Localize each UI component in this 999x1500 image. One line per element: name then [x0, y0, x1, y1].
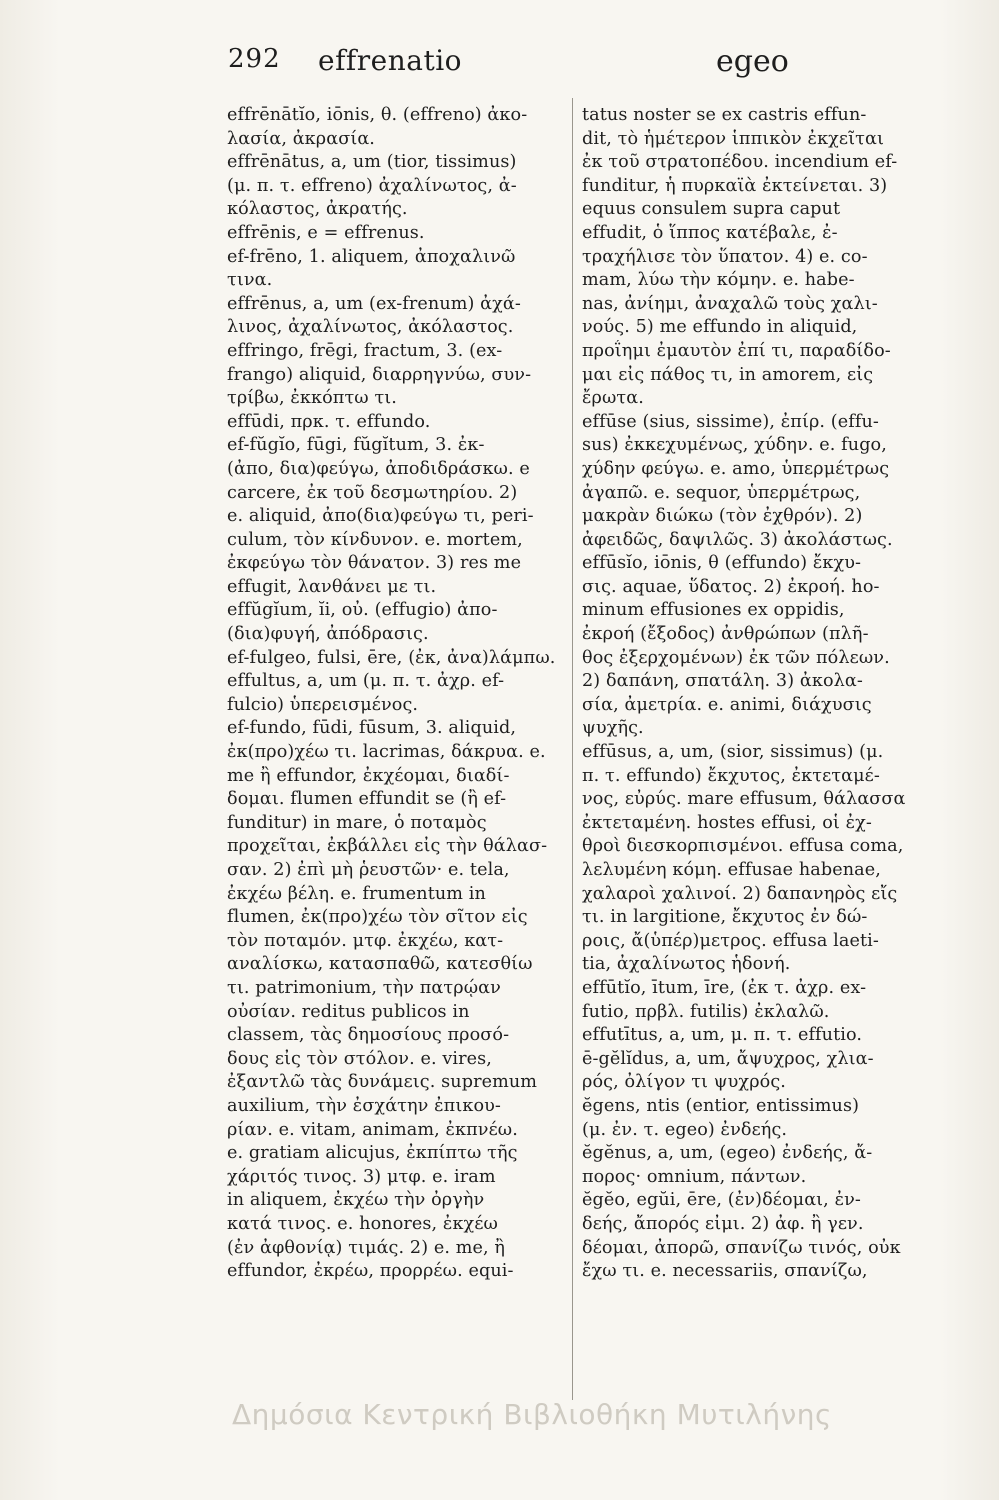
text-line: αναλίσκω, κατασπαθῶ, κατεσθίω — [227, 954, 533, 975]
text-line: ef-frēno, 1. aliquem, ἀποχαλινῶ — [227, 246, 516, 267]
text-line: ἔχω τι. e. necessariis, σπανίζω, — [582, 1261, 868, 1282]
text-line: effutītus, a, um, μ. π. τ. effutio. — [582, 1025, 863, 1046]
text-line: νος, εὐρύς. mare effusum, θάλασσα — [582, 789, 906, 810]
text-line: me ἢ effundor, ἐκχέομαι, διαδί- — [227, 765, 510, 786]
text-line: (ἐν ἀφθονίᾳ) τιμάς. 2) e. me, ἢ — [227, 1237, 506, 1258]
text-line: ψυχῆς. — [582, 718, 644, 739]
text-line: ρός, ὀλίγον τι ψυχρός. — [582, 1072, 786, 1093]
text-line: ἐκροή (ἔξοδος) ἀνθρώπων (πλῆ- — [582, 624, 869, 645]
text-line: χαλαροὶ χαλινοί. 2) δαπανηρὸς εἴς — [582, 883, 898, 904]
text-line: κόλαστος, ἀκρατής. — [227, 199, 408, 220]
text-line: effrēnātĭo, iōnis, θ. (effreno) ἀκο- — [227, 105, 528, 125]
text-line: δομαι. flumen effundit se (ἢ ef- — [227, 789, 507, 810]
text-line: ĕgens, ntis (entior, entissimus) — [582, 1095, 860, 1116]
text-line: ἔρωτα. — [582, 388, 644, 409]
text-line: carcere, ἐκ τοῦ δεσμωτηρίου. 2) — [227, 482, 518, 503]
text-line: ροις, ἄ(ὑπέρ)μετρος. effusa laeti- — [582, 930, 879, 951]
text-line: τι. patrimonium, τὴν πατρῴαν — [227, 977, 501, 998]
text-line: minum effusiones ex oppidis, — [582, 600, 845, 621]
running-headword-right: egeo — [716, 44, 789, 79]
text-line: (ἀπο, δια)φεύγω, ἀποδιδράσκω. e — [227, 458, 530, 479]
text-line: effŭgĭum, ĭi, οὐ. (effugio) ἀπο- — [227, 600, 498, 621]
text-line: ἐκ τοῦ στρατοπέδου. incendium ef- — [582, 152, 898, 173]
text-line: δεής, ἄπορός εἰμι. 2) ἀφ. ἢ γεν. — [582, 1213, 864, 1234]
running-headword-left: effrenatio — [318, 44, 463, 77]
text-line: effringo, frēgi, fractum, 3. (ex- — [227, 340, 503, 361]
text-line: (δια)φυγή, ἀπόδρασις. — [227, 624, 429, 645]
text-line: σις. aquae, ὕδατος. 2) ἐκροή. ho- — [582, 576, 880, 597]
text-line: flumen, ἐκ(προ)χέω τὸν σῖτον εἰς — [227, 907, 528, 928]
text-line: ρίαν. e. vitam, animam, ἐκπνέω. — [227, 1119, 518, 1140]
text-line: tatus noster se ex castris effun- — [582, 105, 867, 125]
text-line: λινος, ἀχαλίνωτος, ἀκόλαστος. — [227, 317, 514, 338]
text-line: τραχήλισε τὸν ὕπατον. 4) e. co- — [582, 246, 868, 267]
text-line: χάριτός τινος. 3) μτφ. e. iram — [227, 1166, 496, 1187]
text-line: tia, ἀχαλίνωτος ἡδονή. — [582, 954, 791, 975]
text-line: equus consulem supra caput — [582, 199, 841, 220]
text-line: τι. in largitione, ἔκχυτος ἐν δώ- — [582, 907, 868, 928]
text-line: ἀγαπῶ. e. sequor, ὑπερμέτρως, — [582, 482, 861, 503]
page-number: 292 — [228, 44, 281, 74]
text-line: οὐσίαν. reditus publicos in — [227, 1001, 470, 1022]
text-line: effrēnus, a, um (ex-frenum) ἀχά- — [227, 293, 521, 314]
text-line: dit, τὸ ἡμέτερον ἱππικὸν ἐκχεῖται — [582, 128, 884, 149]
text-line: μακρὰν διώκω (τὸν ἐχθρόν). 2) — [582, 506, 863, 527]
text-line: κατά τινος. e. honores, ἐκχέω — [227, 1213, 498, 1234]
text-line: effūsĭo, iōnis, θ (effundo) ἔκχυ- — [582, 553, 862, 574]
text-line: ἐξαντλῶ τὰς δυνάμεις. supremum — [227, 1072, 538, 1093]
text-line: effrēnis, e = effrenus. — [227, 222, 425, 243]
text-line: θροὶ διεσκορπισμένοι. effusa coma, — [582, 836, 904, 857]
text-line: σία, ἀμετρία. e. animi, διάχυσις — [582, 694, 872, 715]
text-line: προΐημι ἐμαυτὸν ἐπί τι, παραδίδο- — [582, 340, 891, 361]
text-line: τινα. — [227, 270, 273, 291]
text-line: mam, λύω τὴν κόμην. e. habe- — [582, 270, 855, 291]
text-line: μαι εἰς πάθος τι, in amorem, εἰς — [582, 364, 874, 385]
text-line: λελυμένη κόμη. effusae habenae, — [582, 860, 881, 880]
text-line: ef-fŭgĭo, fūgi, fŭgĭtum, 3. ἐκ- — [227, 435, 485, 456]
text-line: in aliquem, ἐκχέω τὴν ὀργὴν — [227, 1190, 485, 1211]
text-line: προχεῖται, ἐκβάλλει εἰς τὴν θάλασ- — [227, 836, 548, 857]
text-line: 2) δαπάνη, σπατάλη. 3) ἀκολα- — [582, 671, 863, 692]
text-line: fulcio) ὑπερεισμένος. — [227, 694, 419, 715]
text-line: (μ. π. τ. effreno) ἀχαλίνωτος, ἀ- — [227, 175, 517, 196]
text-line: auxilium, τὴν ἐσχάτην ἐπικου- — [227, 1095, 501, 1116]
left-column — [227, 104, 567, 1284]
text-line: νούς. 5) me effundo in aliquid, — [582, 317, 858, 338]
text-line: frango) aliquid, διαρρηγνύω, συν- — [227, 364, 532, 385]
text-line: πορος· omnium, πάντων. — [582, 1166, 807, 1187]
text-line: culum, τὸν κίνδυνον. e. mortem, — [227, 529, 523, 550]
text-line: funditur, ἡ πυρκαϊὰ ἐκτείνεται. 3) — [582, 175, 888, 196]
text-line: classem, τὰς δημοσίους προσό- — [227, 1025, 510, 1046]
text-line: effudit, ὁ ἵππος κατέβαλε, ἐ- — [582, 222, 838, 243]
text-line: λασία, ἀκρασία. — [227, 128, 375, 149]
text-line: ἐκφεύγω τὸν θάνατον. 3) res me — [227, 553, 522, 574]
text-line: effrēnātus, a, um (tior, tissimus) — [227, 152, 517, 173]
text-line: τρίβω, ἐκκόπτω τι. — [227, 388, 397, 409]
text-line: effugit, λανθάνει με τι. — [227, 576, 437, 597]
text-line: ἐκχέω βέλη. e. frumentum in — [227, 883, 486, 904]
text-line: π. τ. effundo) ἔκχυτος, ἐκτεταμέ- — [582, 765, 880, 786]
text-line: ĕgĕnus, a, um, (egeo) ἐνδεής, ἄ- — [582, 1143, 873, 1164]
text-line: χύδην φεύγω. e. amo, ὑπερμέτρως — [582, 458, 890, 479]
text-line: ἐκ(προ)χέω τι. lacrimas, δάκρυα. e. — [227, 742, 546, 763]
text-line: δους εἰς τὸν στόλον. e. vires, — [227, 1048, 492, 1069]
text-line: ἀφειδῶς, δαψιλῶς. 3) ἀκολάστως. — [582, 529, 893, 550]
text-line: sus) ἐκκεχυμένως, χύδην. e. fugo, — [582, 435, 887, 456]
text-line: effūtĭo, ītum, īre, (ἐκ τ. ἀχρ. ex- — [582, 977, 867, 998]
text-line: effūse (sius, sissime), ἐπίρ. (effu- — [582, 411, 879, 432]
text-line: δέομαι, ἀπορῶ, σπανίζω τινός, οὐκ — [582, 1237, 901, 1258]
text-line: σαν. 2) ἐπὶ μὴ ῥευστῶν· e. tela, — [227, 860, 510, 880]
text-line: effultus, a, um (μ. π. τ. ἀχρ. ef- — [227, 671, 505, 692]
text-line: e. gratiam alicujus, ἐκπίπτω τῆς — [227, 1143, 518, 1164]
text-line: τὸν ποταμόν. μτφ. ἐκχέω, κατ- — [227, 930, 504, 951]
text-line: funditur) in mare, ὁ ποταμὸς — [227, 812, 487, 833]
right-column — [582, 104, 954, 1284]
text-line: ef-fulgeo, fulsi, ēre, (ἐκ, ἀνα)λάμπω. — [227, 647, 556, 668]
page-header — [228, 44, 808, 94]
text-line: ἐκτεταμένη. hostes effusi, οἱ ἐχ- — [582, 812, 872, 833]
column-divider — [572, 98, 573, 1400]
text-line: ef-fundo, fūdi, fūsum, 3. aliquid, — [227, 718, 517, 739]
text-line: futio, πρβλ. futilis) ἐκλαλῶ. — [582, 1001, 830, 1022]
text-line: e. aliquid, ἀπο(δια)φεύγω τι, peri- — [227, 506, 534, 527]
text-line: ē-gĕlĭdus, a, um, ἄψυχρος, χλια- — [582, 1048, 874, 1069]
library-watermark: Δημόσια Κεντρική Βιβλιοθήκη Μυτιλήνης — [232, 1398, 832, 1431]
text-line: ĕgĕo, egŭi, ēre, (ἐν)δέομαι, ἐν- — [582, 1190, 861, 1211]
text-line: effundor, ἐκρέω, προρρέω. equi- — [227, 1261, 514, 1282]
text-line: nas, ἀνίημι, ἀναχαλῶ τοὺς χαλι- — [582, 293, 878, 314]
text-line: effūsus, a, um, (sior, sissimus) (μ. — [582, 742, 884, 763]
text-line: θος ἐξερχομένων) ἐκ τῶν πόλεων. — [582, 647, 890, 668]
text-line: effūdi, πρκ. τ. effundo. — [227, 411, 431, 432]
text-line: (μ. ἐν. τ. egeo) ἐνδεής. — [582, 1119, 788, 1140]
